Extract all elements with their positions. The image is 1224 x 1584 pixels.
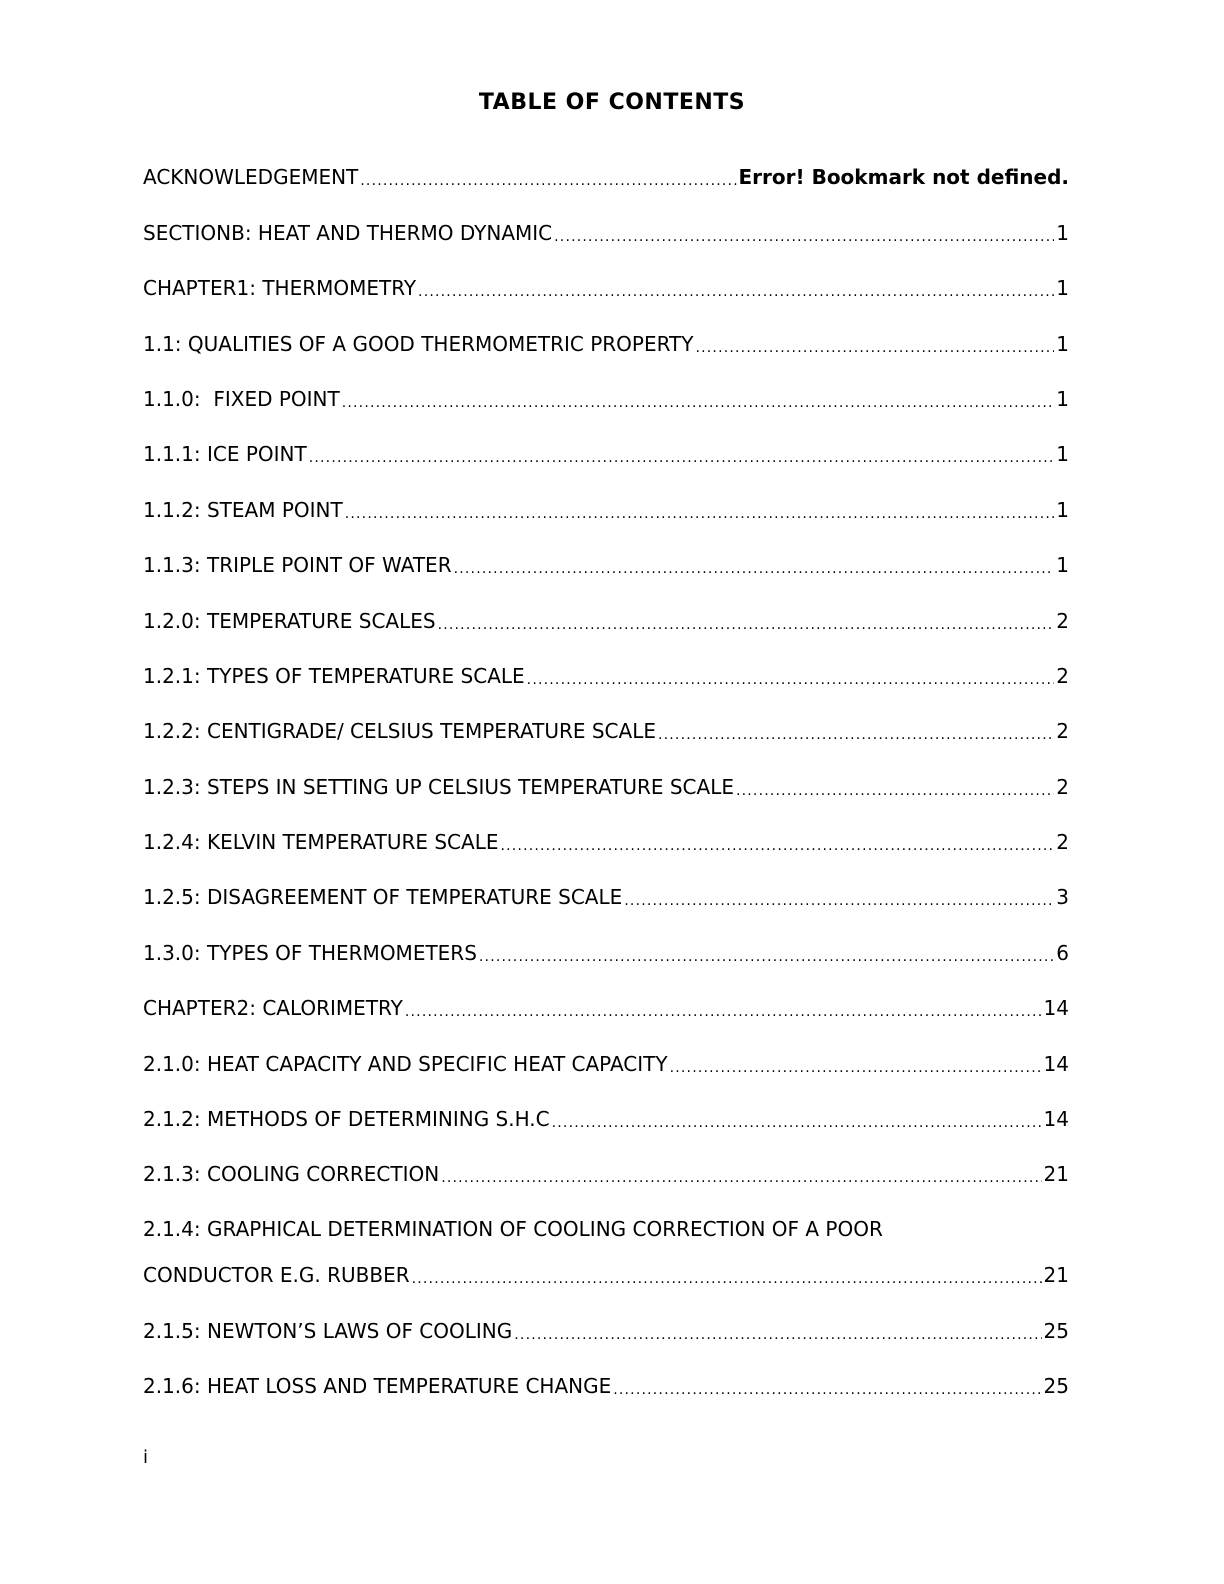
toc-entry-sectionb[interactable]	[143, 205, 1069, 260]
toc-entry-page: 2	[1056, 663, 1069, 688]
toc-entry-label: CONDUCTOR E.G. RUBBER	[143, 1263, 410, 1288]
toc-entry-1-2-2[interactable]	[143, 704, 1069, 759]
toc-entry-acknowledgement[interactable]	[143, 150, 1069, 205]
toc-entry-1-1-3[interactable]	[143, 538, 1069, 593]
toc-entry-page: 25	[1043, 1374, 1069, 1399]
toc-entry-page: Error! Bookmark not defined.	[738, 165, 1069, 190]
toc-entry-label: SECTIONB: HEAT AND THERMO DYNAMIC	[143, 220, 553, 245]
toc-entry-page: 1	[1056, 331, 1069, 356]
toc-entry-chapter2[interactable]	[143, 981, 1069, 1036]
toc-entry-label: 2.1.6: HEAT LOSS AND TEMPERATURE CHANGE	[143, 1374, 612, 1399]
toc-entry-label: 1.3.0: TYPES OF THERMOMETERS	[143, 940, 477, 965]
toc-entry-2-1-2[interactable]	[143, 1092, 1069, 1147]
toc-entry-page: 3	[1056, 885, 1069, 910]
toc-entry-page: 14	[1043, 1051, 1069, 1076]
toc-leader-dots	[405, 1004, 1042, 1020]
toc-leader-dots	[514, 1327, 1041, 1343]
toc-leader-dots	[342, 395, 1055, 411]
toc-entry-label: CHAPTER2: CALORIMETRY	[143, 996, 403, 1021]
toc-entry-label: 1.2.3: STEPS IN SETTING UP CELSIUS TEMPERATURE SCALE	[143, 774, 734, 799]
toc-entry-label: 1.2.4: KELVIN TEMPERATURE SCALE	[143, 830, 499, 855]
toc-entry-page: 2	[1056, 719, 1069, 744]
toc-entry-label: 1.2.5: DISAGREEMENT OF TEMPERATURE SCALE	[143, 885, 623, 910]
toc-entry-page: 1	[1056, 276, 1069, 301]
toc-entry-1-1-0[interactable]	[143, 372, 1069, 427]
toc-entry-page: 2	[1056, 608, 1069, 633]
toc-entry-page: 2	[1056, 830, 1069, 855]
toc-entry-2-1-3[interactable]	[143, 1147, 1069, 1202]
toc-entry-label: 1.1.2: STEAM POINT	[143, 497, 343, 522]
toc-leader-dots	[670, 1060, 1042, 1076]
toc-leader-dots	[554, 229, 1054, 245]
toc-entry-page: 1	[1056, 497, 1069, 522]
toc-entry-chapter1[interactable]	[143, 261, 1069, 316]
toc-entry-1-2-1[interactable]	[143, 649, 1069, 704]
toc-leader-dots	[412, 1271, 1042, 1287]
toc-leader-dots	[479, 949, 1054, 965]
toc-leader-dots	[454, 561, 1055, 577]
toc-entry-2-1-0[interactable]	[143, 1036, 1069, 1091]
toc-entry-page: 1	[1056, 442, 1069, 467]
toc-leader-dots	[527, 672, 1055, 688]
toc-entry-page: 14	[1043, 996, 1069, 1021]
toc-entry-1-1[interactable]	[143, 316, 1069, 371]
toc-leader-dots	[658, 727, 1054, 743]
toc-leader-dots	[695, 340, 1054, 356]
toc-entry-1-1-1[interactable]	[143, 427, 1069, 482]
toc-entry-page: 21	[1043, 1263, 1069, 1288]
toc-leader-dots	[624, 893, 1054, 909]
page-title: TABLE OF CONTENTS	[478, 90, 746, 115]
toc-entry-1-2-4[interactable]	[143, 815, 1069, 870]
toc-entry-label: 1.2.2: CENTIGRADE/ CELSIUS TEMPERATURE SCALE	[143, 719, 656, 744]
toc-leader-dots	[438, 617, 1055, 633]
table-of-contents	[143, 150, 1069, 1414]
toc-leader-dots	[613, 1382, 1041, 1398]
toc-entry-label: 1.1.3: TRIPLE POINT OF WATER	[143, 553, 452, 578]
toc-entry-label: 1.1.0: FIXED POINT	[143, 386, 340, 411]
toc-entry-page: 1	[1056, 220, 1069, 245]
toc-leader-dots	[345, 506, 1055, 522]
toc-entry-page: 25	[1043, 1318, 1069, 1343]
toc-entry-1-2-3[interactable]	[143, 759, 1069, 814]
toc-entry-label: 1.2.1: TYPES OF TEMPERATURE SCALE	[143, 663, 525, 688]
toc-entry-label: 1.2.0: TEMPERATURE SCALES	[143, 608, 436, 633]
footer-page-number: i	[143, 1447, 149, 1468]
toc-entry-page: 1	[1056, 386, 1069, 411]
toc-leader-dots	[360, 173, 736, 189]
toc-entry-1-3-0[interactable]	[143, 925, 1069, 980]
toc-leader-dots	[736, 783, 1054, 799]
toc-leader-dots	[552, 1115, 1042, 1131]
toc-leader-dots	[500, 838, 1054, 854]
toc-leader-dots	[418, 284, 1054, 300]
toc-entry-page: 2	[1056, 774, 1069, 799]
toc-entry-page: 1	[1056, 553, 1069, 578]
toc-entry-label: ACKNOWLEDGEMENT	[143, 165, 359, 190]
toc-entry-label: 2.1.3: COOLING CORRECTION	[143, 1162, 440, 1187]
toc-entry-page: 6	[1056, 940, 1069, 965]
toc-entry-label: 1.1: QUALITIES OF A GOOD THERMOMETRIC PROPERTY	[143, 331, 694, 356]
toc-entry-1-2-5[interactable]	[143, 870, 1069, 925]
toc-leader-dots	[441, 1170, 1041, 1186]
toc-entry-label-line1: 2.1.4: GRAPHICAL DETERMINATION OF COOLING CORRECTION OF A POOR	[143, 1217, 883, 1242]
toc-entry-2-1-4[interactable]	[143, 1202, 1069, 1303]
toc-entry-page: 14	[1043, 1107, 1069, 1132]
toc-entry-2-1-6[interactable]	[143, 1359, 1069, 1414]
toc-entry-label: CHAPTER1: THERMOMETRY	[143, 276, 417, 301]
toc-entry-label: 1.1.1: ICE POINT	[143, 442, 307, 467]
toc-entry-2-1-5[interactable]	[143, 1303, 1069, 1358]
toc-entry-label: 2.1.0: HEAT CAPACITY AND SPECIFIC HEAT CAPACITY	[143, 1051, 668, 1076]
toc-entry-1-1-2[interactable]	[143, 482, 1069, 537]
toc-entry-1-2-0[interactable]	[143, 593, 1069, 648]
toc-entry-page: 21	[1043, 1162, 1069, 1187]
toc-entry-label: 2.1.5: NEWTON’S LAWS OF COOLING	[143, 1318, 513, 1343]
toc-leader-dots	[309, 450, 1055, 466]
toc-entry-label: 2.1.2: METHODS OF DETERMINING S.H.C	[143, 1107, 550, 1132]
